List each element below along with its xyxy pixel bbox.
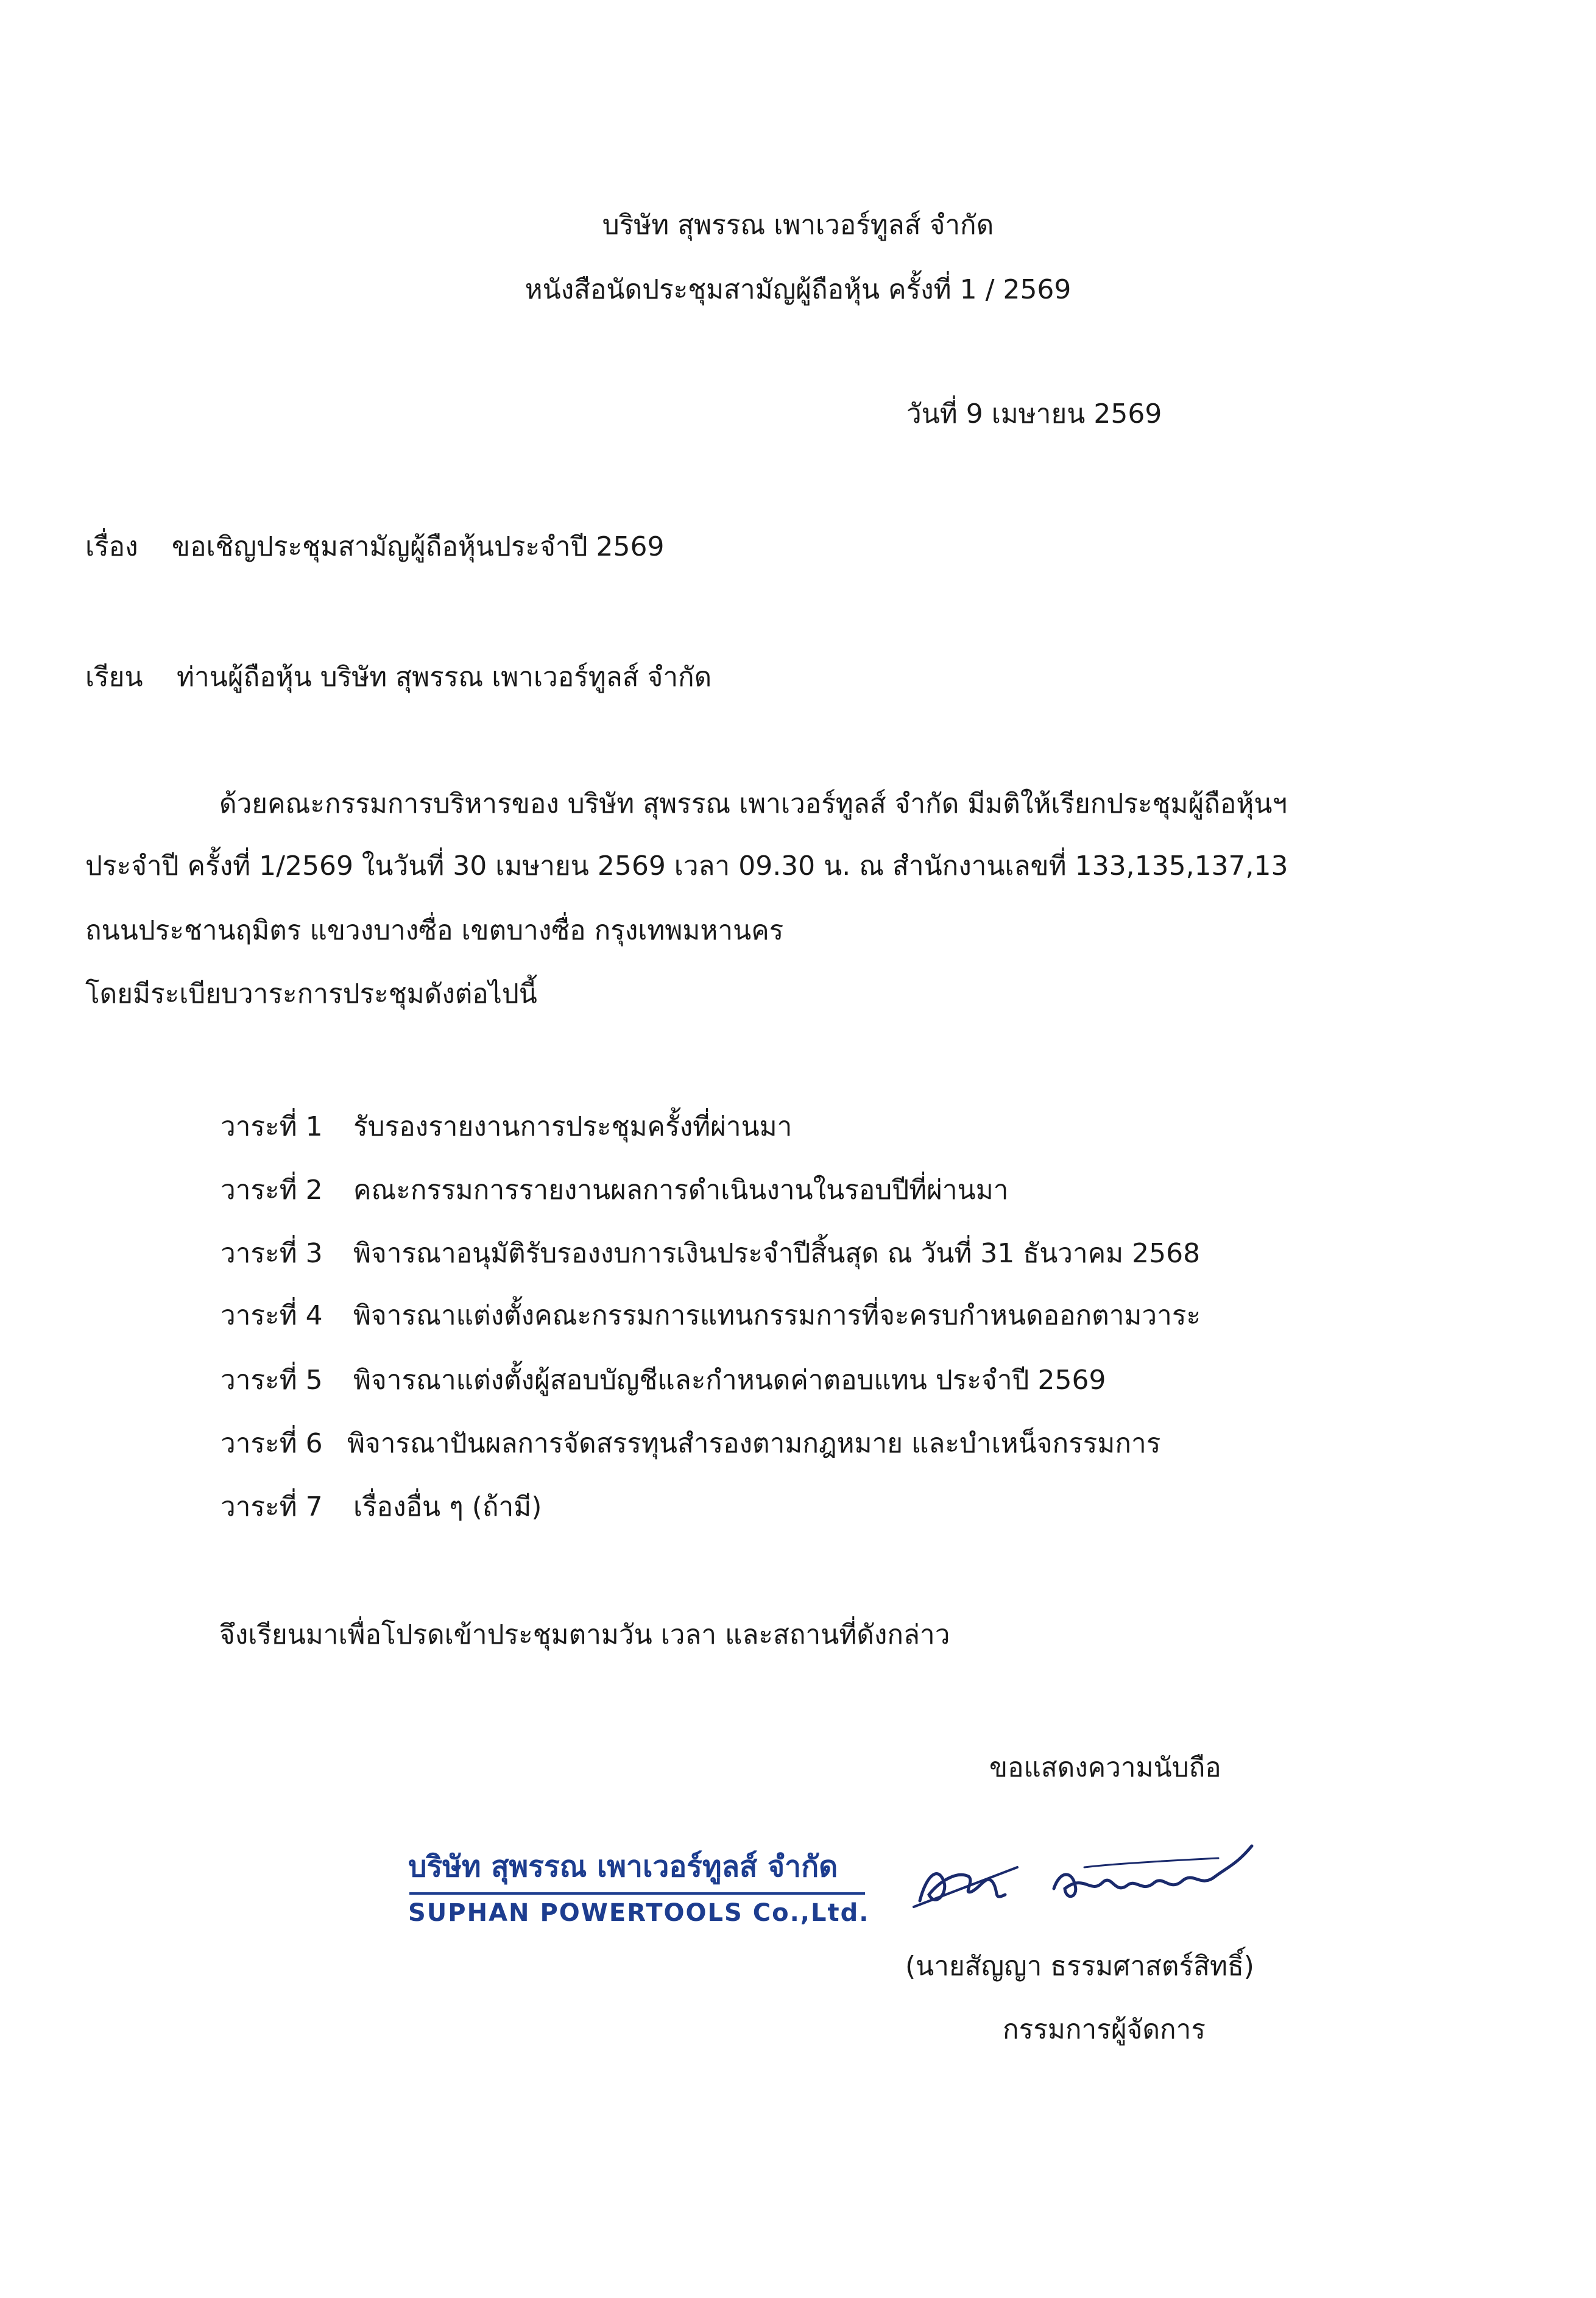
recipient-label: เรียน — [85, 662, 143, 693]
body-paragraph-line: ถนนประชานฤมิตร แขวงบางซื่อ เขตบางซื่อ กรุงเทพมหานคร — [85, 915, 784, 946]
agenda-item-number: วาระที่ 5 — [221, 1365, 323, 1396]
company-header: บริษัท สุพรรณ เพาเวอร์ทูลส์ จำกัด — [602, 210, 994, 241]
agenda-item-number: วาระที่ 6 — [221, 1428, 323, 1459]
company-stamp-thai: บริษัท สุพรรณ เพาเวอร์ทูลส์ จำกัด — [408, 1850, 838, 1884]
agenda-intro: โดยมีระเบียบวาระการประชุมดังต่อไปนี้ — [85, 978, 537, 1009]
signer-name: (นายสัญญา ธรรมศาสตร์สิทธิ์) — [905, 1951, 1254, 1982]
agenda-item-title: เรื่องอื่น ๆ (ถ้ามี) — [353, 1491, 542, 1522]
agenda-item-title: รับรองรายงานการประชุมครั้งที่ผ่านมา — [353, 1111, 793, 1142]
letter-date: วันที่ 9 เมษายน 2569 — [906, 398, 1162, 430]
agenda-item-title: พิจารณาปันผลการจัดสรรทุนสำรองตามกฎหมาย และบำเหน็จกรรมการ — [347, 1428, 1161, 1459]
subject-text: ขอเชิญประชุมสามัญผู้ถือหุ้นประจำปี 2569 — [172, 531, 665, 562]
agenda-item-title: คณะกรรมการรายงานผลการดำเนินงานในรอบปีที่ผ่านมา — [353, 1175, 1009, 1206]
agenda-item-title: พิจารณาแต่งตั้งผู้สอบบัญชีและกำหนดค่าตอบแทน ประจำปี 2569 — [353, 1365, 1106, 1396]
agenda-item-number: วาระที่ 3 — [221, 1238, 323, 1269]
agenda-item-number: วาระที่ 7 — [221, 1491, 323, 1522]
signer-position: กรรมการผู้จัดการ — [1003, 2014, 1206, 2045]
agenda-item-number: วาระที่ 4 — [221, 1300, 323, 1331]
handwritten-signature — [902, 1809, 1279, 1931]
agenda-item-title: พิจารณาอนุมัติรับรองงบการเงินประจำปีสิ้นสุด ณ วันที่ 31 ธันวาคม 2568 — [353, 1238, 1201, 1269]
document-title: หนังสือนัดประชุมสามัญผู้ถือหุ้น ครั้งที่ 1 / 2569 — [524, 274, 1072, 305]
regards-line: ขอแสดงความนับถือ — [989, 1752, 1221, 1783]
agenda-item-title: พิจารณาแต่งตั้งคณะกรรมการแทนกรรมการที่จะครบกำหนดออกตามวาระ — [353, 1300, 1201, 1331]
closing-sentence: จึงเรียนมาเพื่อโปรดเข้าประชุมตามวัน เวลา และสถานที่ดังกล่าว — [219, 1619, 950, 1650]
company-stamp-english: SUPHAN POWERTOOLS Co.,Ltd. — [408, 1899, 870, 1927]
body-paragraph-line: ด้วยคณะกรรมการบริหารของ บริษัท สุพรรณ เพาเวอร์ทูลส์ จำกัด มีมติให้เรียกประชุมผู้ถือหุ้นฯ — [219, 788, 1288, 819]
recipient-text: ท่านผู้ถือหุ้น บริษัท สุพรรณ เพาเวอร์ทูลส์ จำกัด — [177, 662, 712, 693]
agenda-item-number: วาระที่ 1 — [221, 1111, 323, 1142]
body-paragraph-line: ประจำปี ครั้งที่ 1/2569 ในวันที่ 30 เมษายน 2569 เวลา 09.30 น. ณ สำนักงานเลขที่ 133,135,137,13 — [85, 850, 1288, 882]
agenda-item-number: วาระที่ 2 — [221, 1175, 323, 1206]
subject-label: เรื่อง — [85, 531, 138, 562]
